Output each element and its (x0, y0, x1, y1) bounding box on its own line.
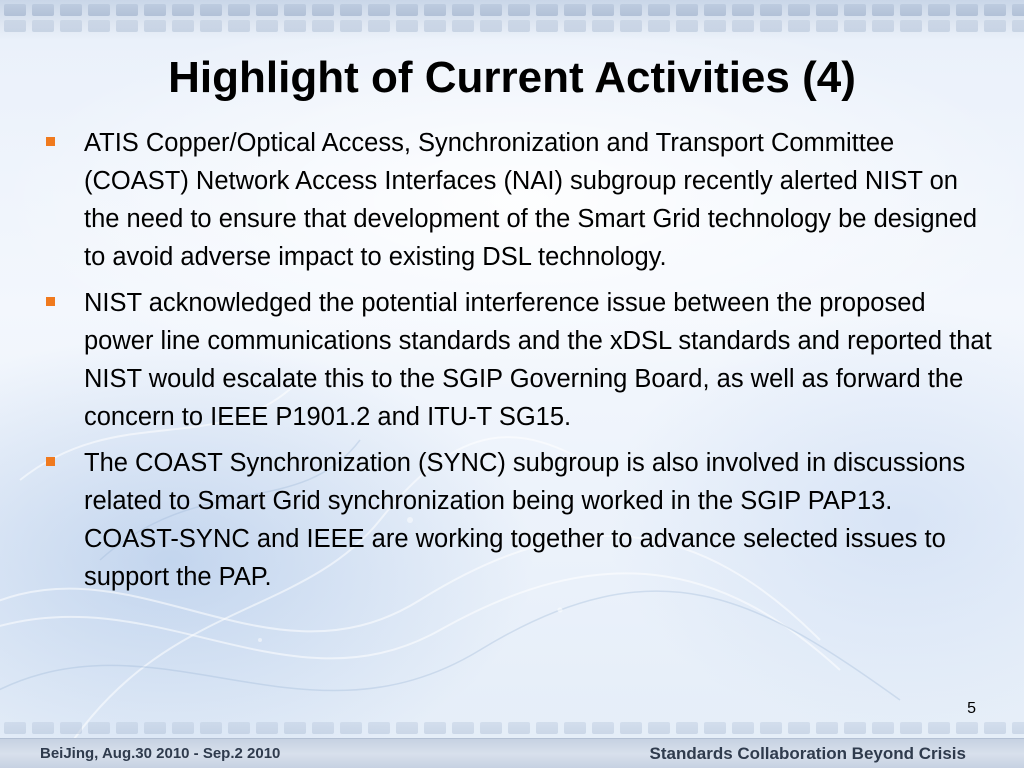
decorative-tile (900, 20, 922, 32)
decorative-tile (872, 722, 894, 734)
decorative-tile (956, 4, 978, 16)
decorative-tile (648, 20, 670, 32)
decorative-tile (648, 722, 670, 734)
decorative-tile (368, 20, 390, 32)
decorative-tile (256, 722, 278, 734)
decorative-tile (676, 722, 698, 734)
bullet-item (44, 284, 994, 436)
decorative-tile (592, 722, 614, 734)
top-tile-row (0, 4, 1024, 18)
decorative-tile (984, 4, 1006, 16)
decorative-tile (1012, 4, 1024, 16)
decorative-tile (116, 722, 138, 734)
decorative-tile (816, 722, 838, 734)
decorative-tile (928, 722, 950, 734)
top-tile-row (0, 20, 1024, 34)
decorative-tile (228, 20, 250, 32)
decorative-tile (228, 722, 250, 734)
decorative-tile (704, 722, 726, 734)
decorative-tile (844, 722, 866, 734)
decorative-tile (732, 722, 754, 734)
decorative-tile (928, 4, 950, 16)
decorative-tile (256, 4, 278, 16)
decorative-tile (900, 722, 922, 734)
bullet-square-icon (46, 457, 55, 466)
decorative-tile (340, 20, 362, 32)
decorative-tile (88, 4, 110, 16)
bullet-text: NIST acknowledged the potential interference issue between the proposed power line communications standards and the xDSL standards and reported that NIST would escalate this to the SGIP Governing Board, as well as forward the concern to IEEE P1901.2 and ITU-T SG15. (84, 289, 992, 431)
decorative-tile (340, 722, 362, 734)
decorative-tile (60, 722, 82, 734)
bullet-list (44, 124, 994, 604)
decorative-tile (620, 4, 642, 16)
decorative-tile (396, 4, 418, 16)
decorative-tile (144, 4, 166, 16)
decorative-tile (172, 722, 194, 734)
decorative-tile (1012, 722, 1024, 734)
decorative-tile (872, 4, 894, 16)
decorative-tile (480, 20, 502, 32)
decorative-tile (564, 4, 586, 16)
slide-title: Highlight of Current Activities (4) (168, 53, 856, 102)
decorative-tile (452, 20, 474, 32)
decorative-tile (452, 4, 474, 16)
decorative-tile (816, 4, 838, 16)
bullet-text: ATIS Copper/Optical Access, Synchronization and Transport Committee (COAST) Network Access Interfaces (NAI) subgroup recently alerted NIST on the need to ensure that development of the Smart Grid technology be designed to avoid adverse impact to existing DSL technology. (84, 129, 978, 271)
decorative-tile (1012, 20, 1024, 32)
decorative-tile (60, 20, 82, 32)
decorative-tile (284, 20, 306, 32)
decorative-tile (564, 20, 586, 32)
decorative-tile (508, 20, 530, 32)
footer-location-date: BeiJing, Aug.30 2010 - Sep.2 2010 (40, 745, 281, 762)
footer-tagline: Standards Collaboration Beyond Crisis (649, 744, 966, 763)
decorative-tile (172, 20, 194, 32)
decorative-tile (592, 20, 614, 32)
decorative-tile (536, 722, 558, 734)
decorative-tile (396, 20, 418, 32)
decorative-tile (200, 4, 222, 16)
decorative-tile (956, 20, 978, 32)
bottom-tile-row (0, 722, 1024, 736)
decorative-tile (4, 722, 26, 734)
decorative-tile (816, 20, 838, 32)
decorative-tile (284, 4, 306, 16)
decorative-tile (368, 722, 390, 734)
decorative-tile (592, 4, 614, 16)
decorative-tile (144, 20, 166, 32)
decorative-tile (424, 722, 446, 734)
footer-band (0, 738, 1024, 768)
decorative-tile (396, 722, 418, 734)
decorative-tile (648, 4, 670, 16)
decorative-tile (4, 4, 26, 16)
decorative-tile (424, 20, 446, 32)
decorative-tile (88, 722, 110, 734)
decorative-tile (564, 722, 586, 734)
decorative-tile (900, 4, 922, 16)
decorative-tile (88, 20, 110, 32)
decorative-tile (788, 722, 810, 734)
decorative-tile (60, 4, 82, 16)
decorative-tile (424, 4, 446, 16)
decorative-tile (676, 20, 698, 32)
decorative-tile (508, 722, 530, 734)
decorative-tile (32, 4, 54, 16)
decorative-tile (620, 20, 642, 32)
decorative-tile (284, 722, 306, 734)
bullet-square-icon (46, 137, 55, 146)
bullet-item (44, 444, 994, 596)
decorative-tile (984, 20, 1006, 32)
decorative-tile (704, 20, 726, 32)
decorative-tile (32, 20, 54, 32)
decorative-tile (312, 20, 334, 32)
decorative-tile (312, 4, 334, 16)
decorative-tile (116, 4, 138, 16)
decorative-tile (4, 20, 26, 32)
decorative-tile (228, 4, 250, 16)
decorative-tile (256, 20, 278, 32)
decorative-tile (872, 20, 894, 32)
decorative-tile (368, 4, 390, 16)
decorative-tile (844, 4, 866, 16)
decorative-tile (32, 722, 54, 734)
decorative-tile (984, 722, 1006, 734)
decorative-tile (172, 4, 194, 16)
decorative-tile (620, 722, 642, 734)
decorative-tile (760, 4, 782, 16)
decorative-tile (704, 4, 726, 16)
decorative-tile (312, 722, 334, 734)
decorative-tile (732, 20, 754, 32)
bullet-text: The COAST Synchronization (SYNC) subgroup is also involved in discussions related to Smart Grid synchronization being worked in the SGIP PAP13. COAST-SYNC and IEEE are working together to advance selected issues to support the PAP. (84, 449, 966, 591)
decorative-tile (788, 20, 810, 32)
decorative-tile (956, 722, 978, 734)
decorative-tile (536, 4, 558, 16)
decorative-tile (844, 20, 866, 32)
decorative-tile (200, 20, 222, 32)
decorative-tile (928, 20, 950, 32)
decorative-tile (676, 4, 698, 16)
decorative-tile (760, 20, 782, 32)
decorative-tile (144, 722, 166, 734)
decorative-tile (760, 722, 782, 734)
decorative-tile (200, 722, 222, 734)
decorative-tile (536, 20, 558, 32)
decorative-tile (480, 722, 502, 734)
decorative-tile (340, 4, 362, 16)
decorative-tile (788, 4, 810, 16)
decorative-tile (732, 4, 754, 16)
bullet-item (44, 124, 994, 276)
page-number: 5 (967, 700, 976, 717)
decorative-tile (480, 4, 502, 16)
decorative-tile (116, 20, 138, 32)
bullet-square-icon (46, 297, 55, 306)
decorative-tile (452, 722, 474, 734)
decorative-tile (508, 4, 530, 16)
